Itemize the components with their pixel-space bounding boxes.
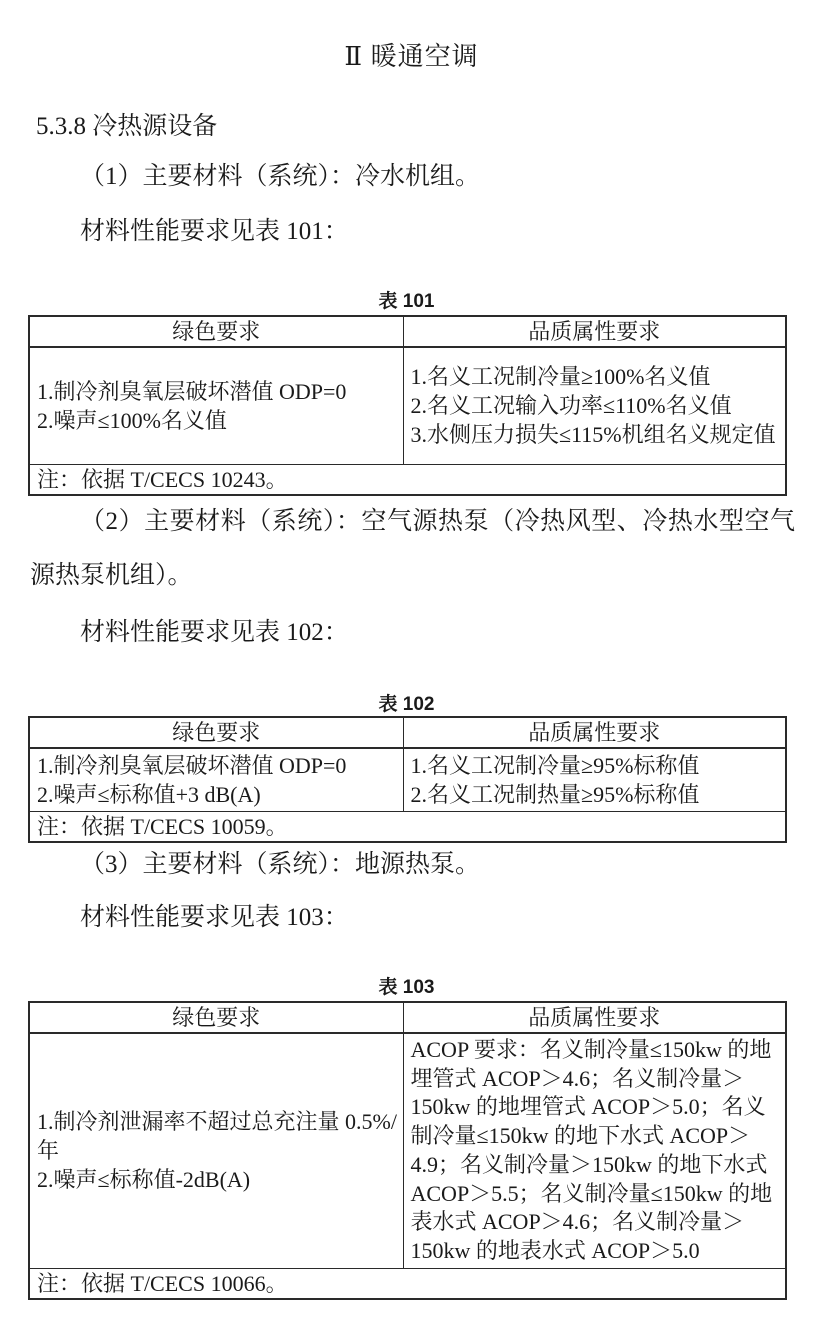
paragraph-table-ref-102: 材料性能要求见表 102： — [80, 619, 349, 646]
table-101-header-green: 绿色要求 — [29, 316, 403, 347]
table-101-body-row — [29, 347, 786, 464]
table-102-header-green: 绿色要求 — [29, 717, 403, 748]
table-101-green-cell — [29, 347, 403, 464]
section-heading: 5.3.8 冷热源设备 — [36, 113, 218, 140]
paragraph-table-ref-101: 材料性能要求见表 101： — [80, 218, 349, 245]
paragraph-material-3: （3）主要材料（系统）：地源热泵。 — [80, 851, 481, 878]
paragraph-table-ref-103: 材料性能要求见表 103： — [80, 904, 349, 931]
table-103-body-row — [29, 1033, 786, 1268]
quality-requirement-item: 2.名义工况制热量≥95%标称值 — [410, 782, 700, 807]
table-103-note: 注：依据 T/CECS 10066。 — [29, 1268, 786, 1299]
table-103-note-row — [29, 1268, 786, 1299]
paragraph-material-1: （1）主要材料（系统）：冷水机组。 — [80, 163, 481, 190]
table-102-body-row — [29, 748, 786, 812]
quality-requirement-item: 1.名义工况制冷量≥95%标称值 — [410, 753, 700, 778]
table-101-note: 注：依据 T/CECS 10243。 — [29, 464, 786, 495]
table-103-header-row — [29, 1002, 786, 1033]
table-caption-103: 表 103 — [378, 977, 435, 998]
green-requirement-item: 1.制冷剂泄漏率不超过总充注量 0.5%/年 — [37, 1109, 397, 1164]
quality-requirement-item: 2.名义工况输入功率≤110%名义值 — [410, 393, 732, 419]
table-103-header-quality: 品质属性要求 — [403, 1002, 786, 1033]
green-requirement-item: 1.制冷剂臭氧层破坏潜值 ODP=0 — [37, 753, 347, 778]
table-101-note-row — [29, 464, 786, 495]
acop-requirements-text: ACOP 要求：名义制冷量≤150kw 的地埋管式 ACOP＞4.6；名义制冷量＞150kw 的地埋管式 ACOP＞5.0；名义制冷量≤150kw 的地下水式 ACOP＞4.9；名义制冷量＞150kw 的地下水式 ACOP＞5.5；名义制冷量≤150kw 的地表水式 ACOP＞4.6；名义制冷量＞150kw 的地表水式 ACOP＞5.0 — [410, 1037, 773, 1263]
table-103 — [28, 1001, 787, 1300]
table-102-header-row — [29, 717, 786, 748]
green-requirement-item: 2.噪声≤100%名义值 — [37, 407, 227, 433]
table-101-quality-cell — [403, 347, 786, 464]
table-101 — [28, 315, 787, 496]
table-caption-101: 表 101 — [378, 291, 435, 312]
table-102-green-cell — [29, 748, 403, 812]
table-103-green-cell — [29, 1033, 403, 1268]
green-requirement-item: 2.噪声≤标称值-2dB(A) — [37, 1167, 251, 1193]
table-103-header-green: 绿色要求 — [29, 1002, 403, 1033]
table-102-note: 注：依据 T/CECS 10059。 — [29, 812, 786, 843]
table-103-quality-cell — [403, 1033, 786, 1268]
table-101-header-quality: 品质属性要求 — [403, 316, 786, 347]
table-caption-102: 表 102 — [378, 694, 435, 715]
page-title: Ⅱ 暖通空调 — [344, 42, 479, 71]
green-requirement-item: 1.制冷剂臭氧层破坏潜值 ODP=0 — [37, 378, 347, 404]
table-102-header-quality: 品质属性要求 — [403, 717, 786, 748]
quality-requirement-item: 1.名义工况制冷量≥100%名义值 — [410, 364, 711, 390]
paragraph-material-2: （2）主要材料（系统）：空气源热泵（冷热风型、冷热水型空气源热泵机组）。 — [30, 508, 795, 589]
table-102-quality-cell — [403, 748, 786, 812]
table-102 — [28, 716, 787, 843]
green-requirement-item: 2.噪声≤标称值+3 dB(A) — [37, 782, 261, 807]
quality-requirement-item: 3.水侧压力损失≤115%机组名义规定值 — [410, 422, 776, 448]
table-101-header-row — [29, 316, 786, 347]
